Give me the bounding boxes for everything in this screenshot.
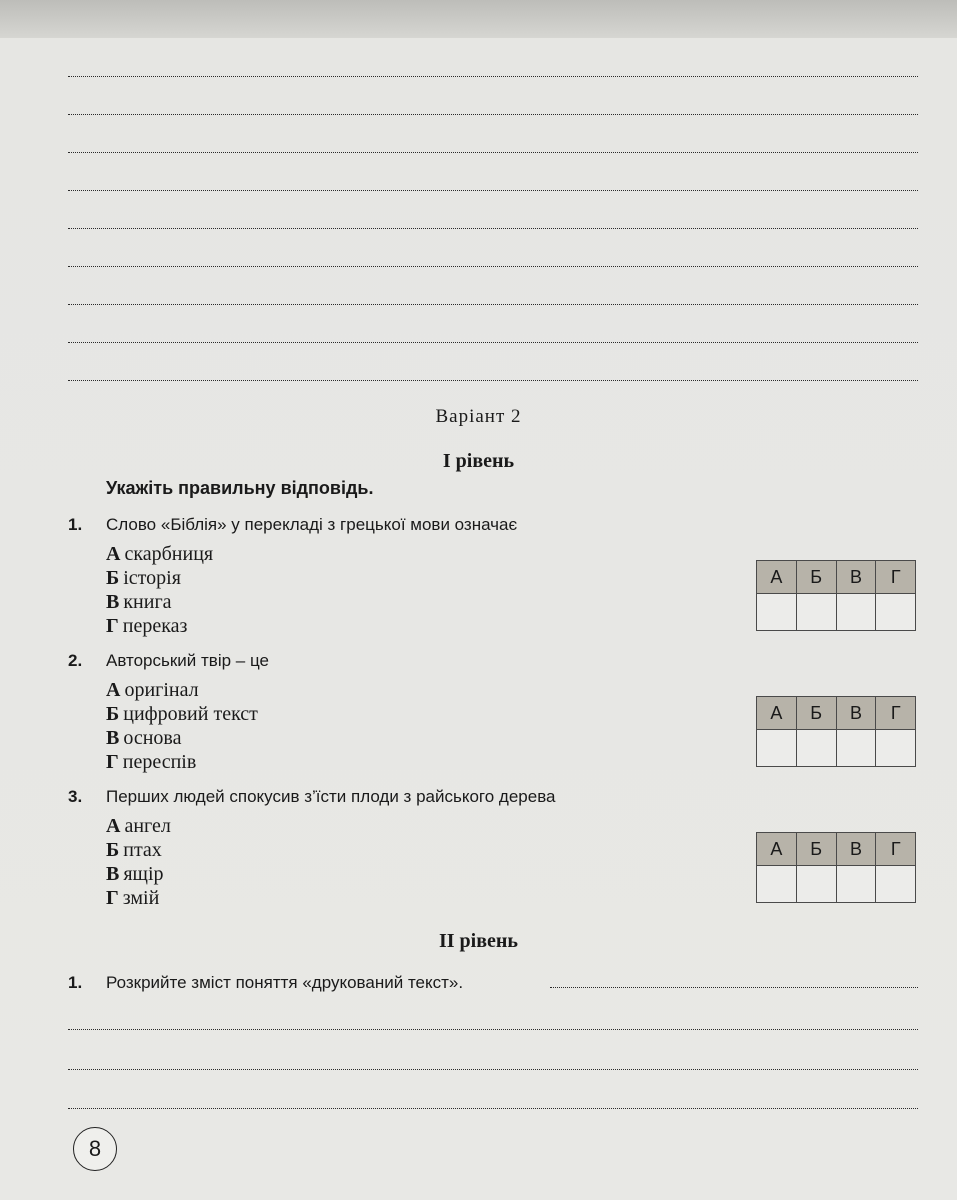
answer-line[interactable] bbox=[68, 1108, 918, 1109]
option-c: В книга bbox=[106, 591, 172, 613]
answer-line[interactable] bbox=[68, 114, 918, 115]
question-number: 1. bbox=[68, 973, 83, 992]
answer-cell-c[interactable] bbox=[836, 730, 876, 767]
option-b: Б історія bbox=[106, 567, 181, 589]
question-2 bbox=[68, 651, 269, 671]
answer-header-a: А bbox=[757, 697, 797, 730]
answer-cell-b[interactable] bbox=[796, 730, 836, 767]
answer-header-d: Г bbox=[876, 561, 916, 594]
question-text: Слово «Біблія» у перекладі з грецької мови означає bbox=[106, 515, 518, 534]
answer-line[interactable] bbox=[68, 190, 918, 191]
answer-line[interactable] bbox=[68, 304, 918, 305]
page-number: 8 bbox=[73, 1127, 117, 1171]
option-b: Б птах bbox=[106, 839, 162, 861]
question-1 bbox=[68, 515, 517, 535]
question-text: Розкрийте зміст поняття «друкований текст». bbox=[106, 973, 464, 992]
answer-line[interactable] bbox=[68, 152, 918, 153]
answer-header-a: А bbox=[757, 833, 797, 866]
answer-grid-q3 bbox=[756, 832, 916, 903]
question-text: Авторський твір – це bbox=[106, 651, 269, 670]
answer-cell-d[interactable] bbox=[876, 594, 916, 631]
answer-line[interactable] bbox=[68, 266, 918, 267]
answer-cell-b[interactable] bbox=[796, 866, 836, 903]
question-3 bbox=[68, 787, 556, 807]
answer-header-b: Б bbox=[796, 561, 836, 594]
answer-grid-q2 bbox=[756, 696, 916, 767]
level-2-title: II рівень bbox=[438, 930, 519, 952]
option-c: В ящір bbox=[106, 863, 164, 885]
answer-line[interactable] bbox=[68, 76, 918, 77]
answer-header-c: В bbox=[836, 833, 876, 866]
answer-cell-a[interactable] bbox=[757, 730, 797, 767]
answer-line[interactable] bbox=[68, 342, 918, 343]
option-d: Г переказ bbox=[106, 615, 188, 637]
level-1-title: I рівень bbox=[442, 450, 515, 472]
answer-cell-d[interactable] bbox=[876, 866, 916, 903]
answer-cell-c[interactable] bbox=[836, 866, 876, 903]
option-a: А оригінал bbox=[106, 679, 199, 701]
answer-header-b: Б bbox=[796, 833, 836, 866]
option-a: А ангел bbox=[106, 815, 171, 837]
answer-header-c: В bbox=[836, 697, 876, 730]
answer-line[interactable] bbox=[68, 228, 918, 229]
answer-cell-a[interactable] bbox=[757, 594, 797, 631]
level2-question-1 bbox=[68, 973, 463, 993]
answer-line[interactable] bbox=[68, 1069, 918, 1070]
answer-header-d: Г bbox=[876, 697, 916, 730]
question-number: 2. bbox=[68, 651, 83, 670]
option-b: Б цифровий текст bbox=[106, 703, 258, 725]
instruction: Укажіть правильну відповідь. bbox=[106, 478, 374, 498]
answer-header-d: Г bbox=[876, 833, 916, 866]
option-d: Г переспів bbox=[106, 751, 197, 773]
answer-line[interactable] bbox=[550, 987, 918, 988]
answer-grid-q1 bbox=[756, 560, 916, 631]
option-d: Г змій bbox=[106, 887, 160, 909]
answer-line[interactable] bbox=[68, 1029, 918, 1030]
option-a: А скарбниця bbox=[106, 543, 214, 565]
answer-cell-d[interactable] bbox=[876, 730, 916, 767]
answer-header-a: А bbox=[757, 561, 797, 594]
question-number: 3. bbox=[68, 787, 83, 806]
option-c: В основа bbox=[106, 727, 182, 749]
answer-cell-b[interactable] bbox=[796, 594, 836, 631]
question-text: Перших людей спокусив з’їсти плоди з райського дерева bbox=[106, 787, 556, 806]
answer-cell-c[interactable] bbox=[836, 594, 876, 631]
question-number: 1. bbox=[68, 515, 83, 534]
variant-title: Варіант 2 bbox=[435, 406, 522, 427]
answer-header-c: В bbox=[836, 561, 876, 594]
answer-line[interactable] bbox=[68, 380, 918, 381]
page-top-edge bbox=[0, 0, 957, 38]
answer-header-b: Б bbox=[796, 697, 836, 730]
answer-cell-a[interactable] bbox=[757, 866, 797, 903]
